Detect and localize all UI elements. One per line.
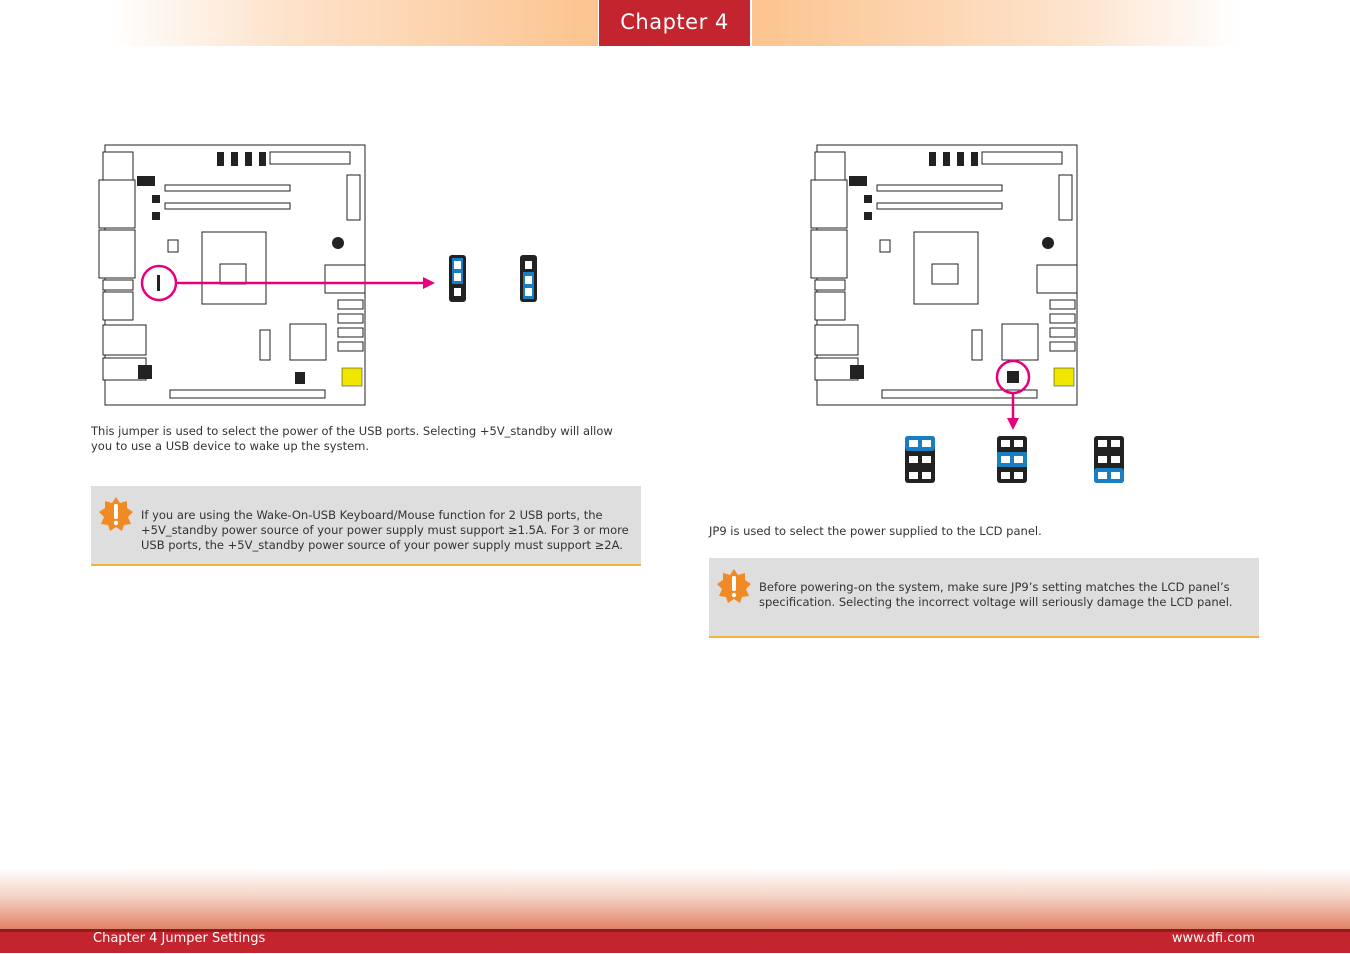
lcd-jumper-description: JP9 is used to select the power supplied to the LCD panel. <box>709 524 1042 538</box>
lcd-power-jumper-diagram <box>800 140 1140 490</box>
usb-warning-note <box>91 486 641 566</box>
footer-section-title: Chapter 4 Jumper Settings <box>93 931 266 946</box>
footer-band <box>0 868 1350 930</box>
header-band-right <box>752 0 1242 46</box>
footer-website-link[interactable]: www.dfi.com <box>1171 931 1255 946</box>
lcd-warning-note <box>709 558 1259 638</box>
lcd-warning-note-text: Before powering-on the system, make sure JP9’s setting matches the LCD panel’s specification. Selecting the incorrect voltage will seriously damage the LCD panel. <box>759 580 1233 609</box>
warning-icon <box>716 568 752 604</box>
chapter-tab[interactable]: Chapter 4 <box>599 0 750 46</box>
warning-icon <box>98 496 134 532</box>
usb-jumper-description: This jumper is used to select the power of the USB ports. Selecting +5V_standby will allow you to use a USB device to wake up the system. <box>91 424 613 453</box>
header-band-left <box>110 0 598 46</box>
usb-power-jumper-diagram <box>90 140 550 410</box>
usb-warning-note-text: If you are using the Wake-On-USB Keyboard/Mouse function for 2 USB ports, the +5V_standby power source of your power supply must support ≥1.5A. For 3 or more USB ports, the +5V_standby power source of your power supply must support ≥2A. <box>141 508 629 552</box>
